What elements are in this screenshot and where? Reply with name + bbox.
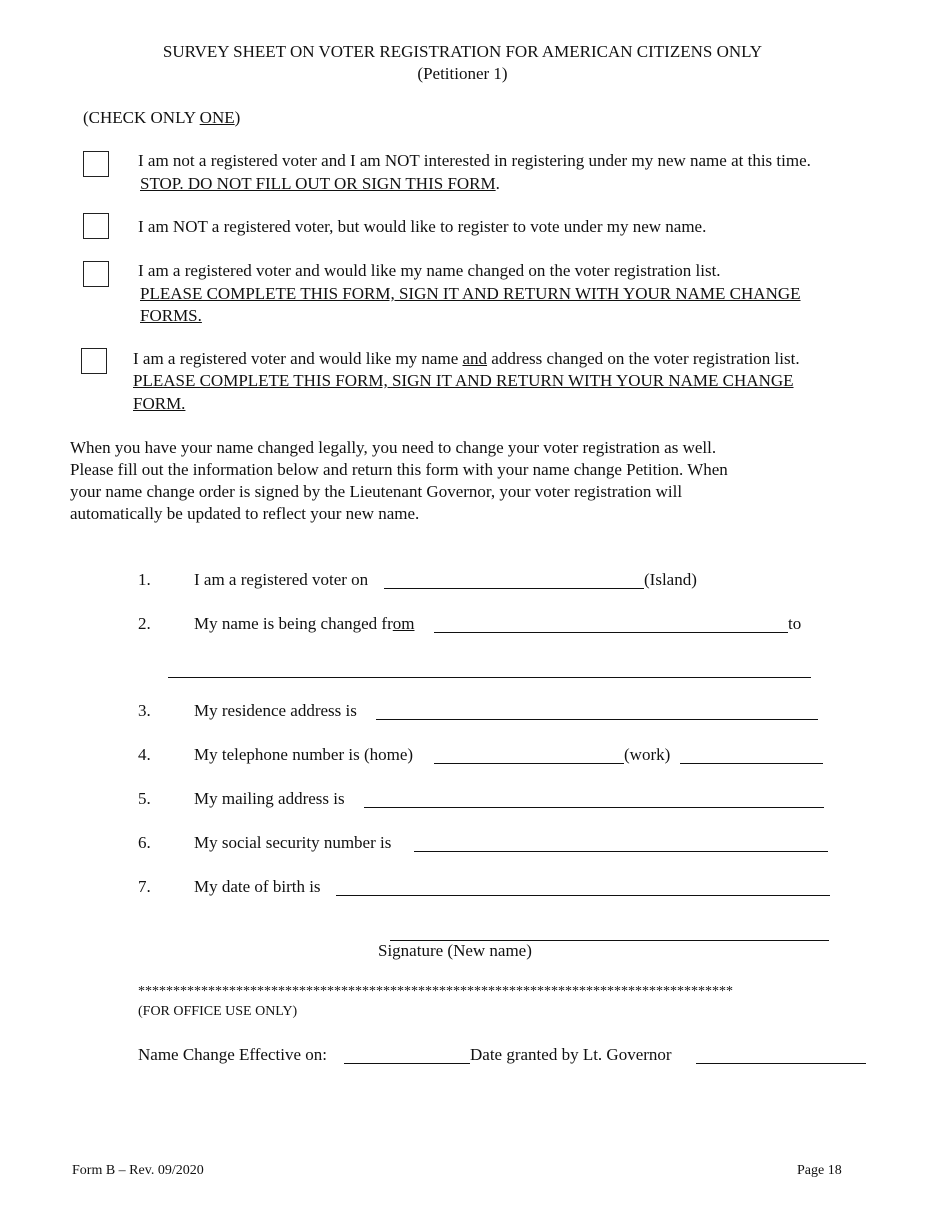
- field-1-label: I am a registered voter on: [194, 570, 369, 589]
- form-revision: Form B – Rev. 09/2020: [72, 1163, 204, 1178]
- option-1-checkbox[interactable]: [83, 151, 109, 177]
- info-paragraph-line-4: automatically be updated to reflect your new name.: [70, 504, 420, 523]
- field-1-suffix: (Island): [644, 570, 697, 589]
- option-4-checkbox[interactable]: [81, 348, 107, 374]
- option-2-text: I am NOT a registered voter, but would like to register to vote under my new name.: [138, 217, 707, 236]
- granted-label: Date granted by Lt. Governor: [470, 1045, 672, 1064]
- effective-on-label: Name Change Effective on:: [138, 1045, 327, 1064]
- field-3-number: 3.: [138, 701, 151, 720]
- field-6-number: 6.: [138, 833, 151, 852]
- option-3-checkbox[interactable]: [83, 261, 109, 287]
- form-title: SURVEY SHEET ON VOTER REGISTRATION FOR AMERICAN CITIZENS ONLY: [162, 42, 763, 61]
- field-6-label: My social security number is: [194, 833, 392, 852]
- former-name-input[interactable]: [434, 632, 788, 633]
- info-paragraph-line-3: your name change order is signed by the Lieutenant Governor, your voter registration will: [70, 482, 683, 501]
- option-4-note: PLEASE COMPLETE THIS FORM, SIGN IT AND RETURN WITH YOUR NAME CHANGE: [133, 371, 794, 390]
- dob-input[interactable]: [336, 895, 830, 896]
- field-2-label: My name is being changed from: [194, 614, 415, 633]
- work-phone-input[interactable]: [680, 763, 823, 764]
- option-1-text: I am not a registered voter and I am NOT interested in registering under my new name at this time.: [138, 151, 811, 170]
- office-use-label: (FOR OFFICE USE ONLY): [138, 1004, 298, 1019]
- info-paragraph-line-2: Please fill out the information below and return this form with your name change Petition. When: [70, 460, 728, 479]
- option-3-note: PLEASE COMPLETE THIS FORM, SIGN IT AND RETURN WITH YOUR NAME CHANGE: [140, 284, 801, 303]
- field-2-number: 2.: [138, 614, 151, 633]
- field-5-label: My mailing address is: [194, 789, 345, 808]
- ssn-input[interactable]: [414, 851, 828, 852]
- field-2-suffix: to: [788, 614, 802, 633]
- effective-on-input[interactable]: [344, 1063, 470, 1064]
- field-4-label: My telephone number is (home): [194, 745, 414, 764]
- island-input[interactable]: [384, 588, 644, 589]
- residence-address-input[interactable]: [376, 719, 818, 720]
- mailing-address-input[interactable]: [364, 807, 824, 808]
- granted-date-input[interactable]: [696, 1063, 866, 1064]
- option-2-checkbox[interactable]: [83, 213, 109, 239]
- form-subtitle: (Petitioner 1): [417, 64, 508, 83]
- option-1-note: STOP. DO NOT FILL OUT OR SIGN THIS FORM.: [140, 174, 500, 193]
- field-7-number: 7.: [138, 877, 151, 896]
- new-name-input[interactable]: [168, 677, 811, 678]
- field-4-number: 4.: [138, 745, 151, 764]
- separator-stars: *************************************************************************************: [138, 984, 733, 999]
- field-4-work-label: (work): [624, 745, 671, 764]
- option-3-text: I am a registered voter and would like my name changed on the voter registration list.: [138, 261, 721, 280]
- field-1-number: 1.: [138, 570, 151, 589]
- info-paragraph-line-1: When you have your name changed legally, you need to change your voter registration as well.: [70, 438, 717, 457]
- page-number: Page 18: [797, 1163, 842, 1178]
- field-5-number: 5.: [138, 789, 151, 808]
- option-4-note-cont: FORM.: [133, 394, 186, 413]
- field-7-label: My date of birth is: [194, 877, 321, 896]
- signature-label: Signature (New name): [378, 941, 532, 960]
- home-phone-input[interactable]: [434, 763, 624, 764]
- check-instruction: (CHECK ONLY ONE): [83, 108, 241, 127]
- field-3-label: My residence address is: [194, 701, 357, 720]
- option-4-text: I am a registered voter and would like my name and address changed on the voter registration list.: [133, 349, 800, 368]
- option-3-note-cont: FORMS.: [140, 306, 202, 325]
